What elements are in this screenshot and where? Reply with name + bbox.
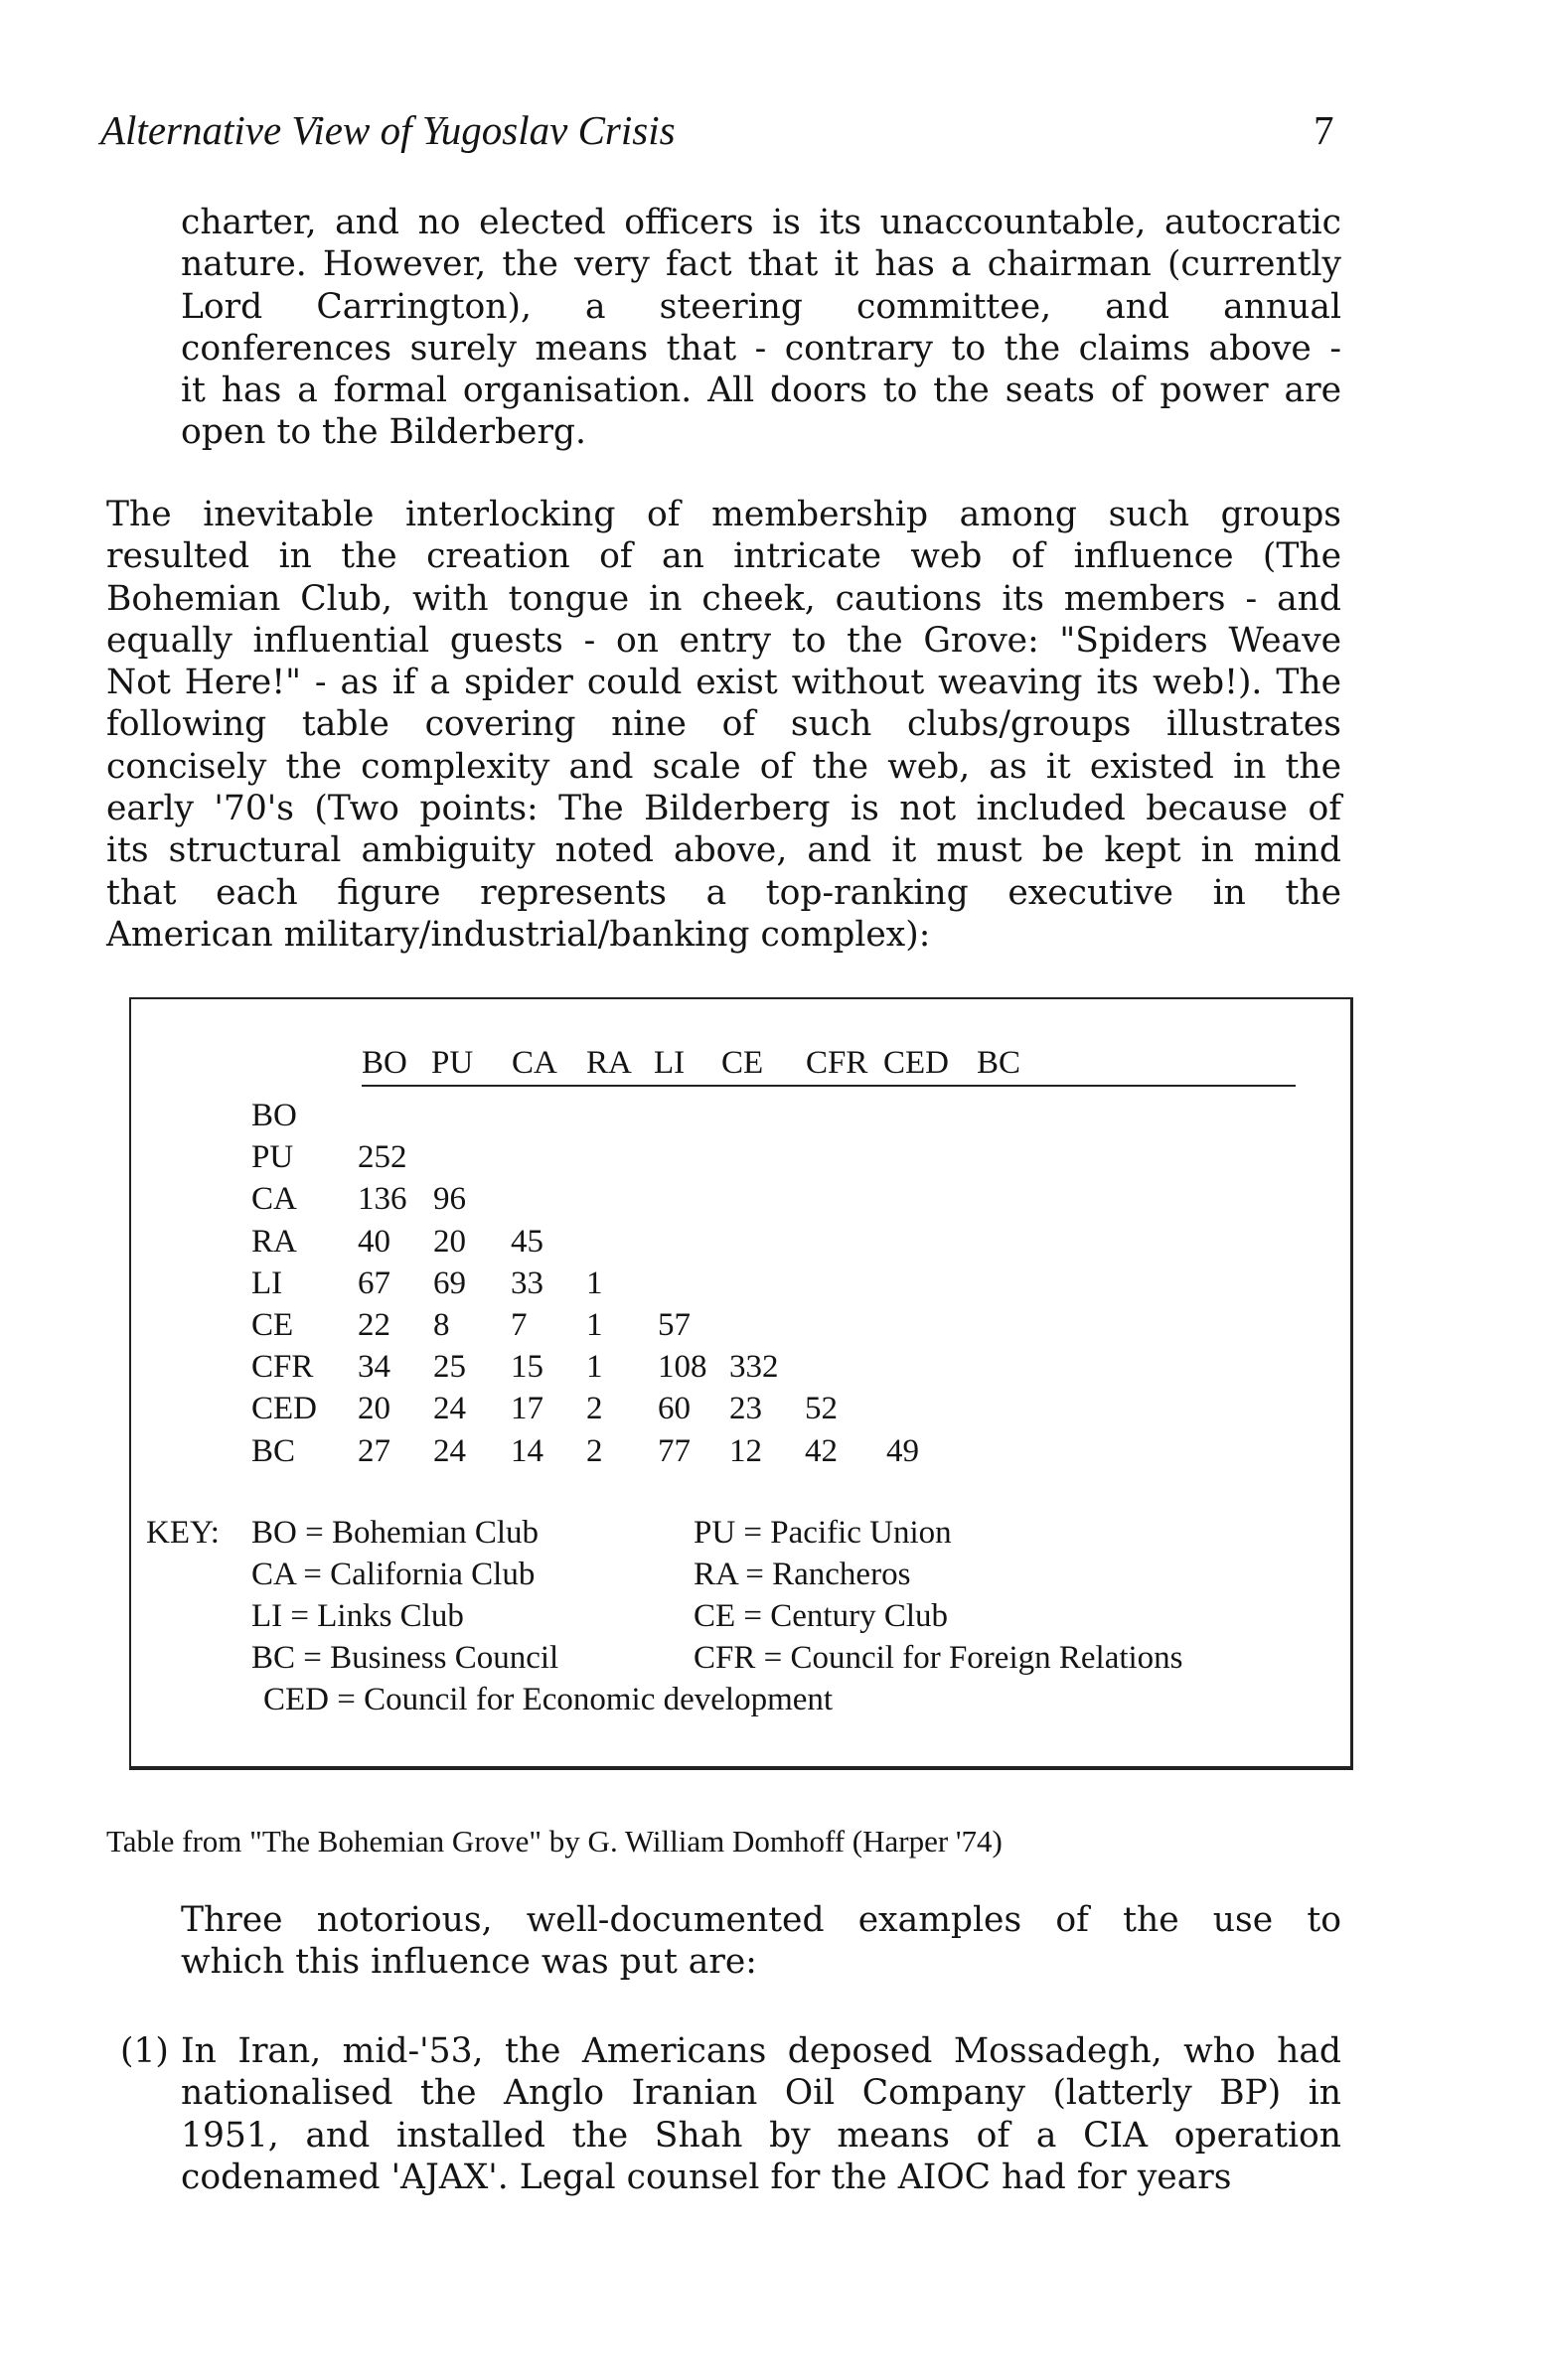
key-entry: CE = Century Club <box>694 1598 949 1634</box>
column-header-li: LI <box>654 1045 686 1081</box>
text-line: equally influential guests - on entry to the Grove: "Spiders Weave <box>106 620 1341 661</box>
text-line: early '70's (Two points: The Bilderberg is not included because of <box>106 789 1341 829</box>
table-cell: 15 <box>511 1349 543 1386</box>
table-cell: 8 <box>433 1307 450 1343</box>
table-cell: 69 <box>433 1264 466 1301</box>
table-cell: 60 <box>658 1391 691 1427</box>
table-cell: 77 <box>658 1432 691 1469</box>
text-line: nationalised the Anglo Iranian Oil Company (latterly BP) in <box>181 2073 1341 2114</box>
table-cell: 252 <box>358 1139 407 1176</box>
text-line: open to the Bilderberg. <box>181 412 586 453</box>
table-cell: 17 <box>511 1391 543 1427</box>
text-line: charter, and no elected officers is its unaccountable, autocratic <box>181 203 1341 242</box>
key-entry: LI = Links Club <box>251 1598 464 1634</box>
column-header-cfr: CFR <box>806 1045 868 1081</box>
column-header-ced: CED <box>883 1045 949 1081</box>
text-line: that each figure represents a top-ranking executive in the <box>106 872 1341 913</box>
table-cell: 1 <box>586 1307 603 1343</box>
text-line: resulted in the creation of an intricate web of influence (The <box>106 536 1341 577</box>
table-cell: 27 <box>358 1432 390 1469</box>
table-cell: 45 <box>511 1223 543 1260</box>
table-cell: 49 <box>886 1432 919 1469</box>
text-line: American military/industrial/banking complex): <box>106 914 931 955</box>
text-line: which this influence was put are: <box>181 1942 757 1983</box>
column-header-ra: RA <box>586 1045 632 1081</box>
row-label-ce: CE <box>251 1307 294 1343</box>
text-line: codenamed 'AJAX'. Legal counsel for the AIOC had for years <box>181 2157 1232 2197</box>
paragraph-interlocking-membership <box>106 494 1341 956</box>
table-cell: 24 <box>433 1391 466 1427</box>
row-label-pu: PU <box>251 1139 294 1176</box>
column-header-ca: CA <box>512 1045 557 1081</box>
key-entry: BO = Bohemian Club <box>251 1515 540 1551</box>
row-label-ca: CA <box>251 1181 297 1218</box>
paragraph-examples-intro <box>181 1899 1341 1984</box>
row-label-ced: CED <box>251 1391 317 1427</box>
text-line: following table covering nine of such clubs/groups illustrates <box>106 704 1341 745</box>
column-header-bc: BC <box>977 1045 1021 1081</box>
table-cell: 108 <box>658 1349 707 1386</box>
row-label-ra: RA <box>251 1223 297 1260</box>
key-entry: CED = Council for Economic development <box>263 1682 834 1717</box>
table-cell: 24 <box>433 1432 466 1469</box>
table-cell: 23 <box>729 1391 762 1427</box>
table-cell: 332 <box>729 1349 779 1386</box>
page-number: 7 <box>1314 107 1334 153</box>
row-label-bo: BO <box>251 1098 297 1133</box>
text-line: 1951, and installed the Shah by means of a CIA operation <box>181 2115 1341 2156</box>
table-cell: 33 <box>511 1264 543 1301</box>
text-line: nature. However, the very fact that it has a chairman (currently <box>181 244 1341 285</box>
text-line: conferences surely means that - contrary to the claims above - <box>181 328 1341 369</box>
header-underline <box>362 1085 1296 1087</box>
key-entry: PU = Pacific Union <box>694 1515 952 1551</box>
table-cell: 52 <box>805 1391 838 1427</box>
text-line: its structural ambiguity noted above, and it must be kept in mind <box>106 830 1341 871</box>
table-cell: 20 <box>433 1223 466 1260</box>
table-cell: 22 <box>358 1307 390 1343</box>
row-label-bc: BC <box>251 1432 296 1469</box>
paragraph-bilderberg <box>181 202 1341 454</box>
table-cell: 136 <box>358 1181 407 1218</box>
table-cell: 20 <box>358 1391 390 1427</box>
key-entry: RA = Rancheros <box>694 1557 911 1592</box>
table-cell: 57 <box>658 1307 691 1343</box>
table-cell: 2 <box>586 1432 603 1469</box>
table-caption: Table from "The Bohemian Grove" by G. William Domhoff (Harper '74) <box>106 1824 1003 1859</box>
column-header-bo: BO <box>362 1045 407 1081</box>
table-cell: 42 <box>805 1432 838 1469</box>
table-cell: 40 <box>358 1223 390 1260</box>
key-label: KEY: <box>146 1515 220 1551</box>
column-header-pu: PU <box>431 1045 474 1081</box>
text-line: Three notorious, well-documented examples of the use to <box>181 1900 1341 1940</box>
key-entry: BC = Business Council <box>251 1640 559 1676</box>
list-item-number: (1) <box>120 2031 169 2071</box>
table-cell: 14 <box>511 1432 543 1469</box>
text-line: Not Here!" - as if a spider could exist without weaving its web!). The <box>106 663 1341 703</box>
key-entry: CFR = Council for Foreign Relations <box>694 1640 1183 1676</box>
running-header-title: Alternative View of Yugoslav Crisis <box>100 107 676 153</box>
table-cell: 12 <box>729 1432 762 1469</box>
text-line: concisely the complexity and scale of the web, as it existed in the <box>106 746 1341 787</box>
table-cell: 2 <box>586 1391 603 1427</box>
text-line: it has a formal organisation. All doors to the seats of power are <box>181 371 1341 411</box>
table-cell: 1 <box>586 1349 603 1386</box>
table-cell: 67 <box>358 1264 390 1301</box>
table-cell: 34 <box>358 1349 390 1386</box>
text-line: Bohemian Club, with tongue in cheek, cautions its members - and <box>106 578 1341 619</box>
key-entry: CA = California Club <box>251 1557 536 1592</box>
row-label-cfr: CFR <box>251 1349 314 1386</box>
list-item-iran <box>181 2030 1341 2198</box>
table-cell: 25 <box>433 1349 466 1386</box>
column-header-ce: CE <box>721 1045 764 1081</box>
text-line: In Iran, mid-'53, the Americans deposed Mossadegh, who had <box>181 2031 1341 2071</box>
text-line: The inevitable interlocking of membership among such groups <box>106 495 1341 534</box>
table-cell: 7 <box>511 1307 528 1343</box>
text-line: Lord Carrington), a steering committee, and annual <box>181 286 1341 327</box>
table-cell: 1 <box>586 1264 603 1301</box>
row-label-li: LI <box>251 1264 283 1301</box>
table-cell: 96 <box>433 1181 466 1218</box>
